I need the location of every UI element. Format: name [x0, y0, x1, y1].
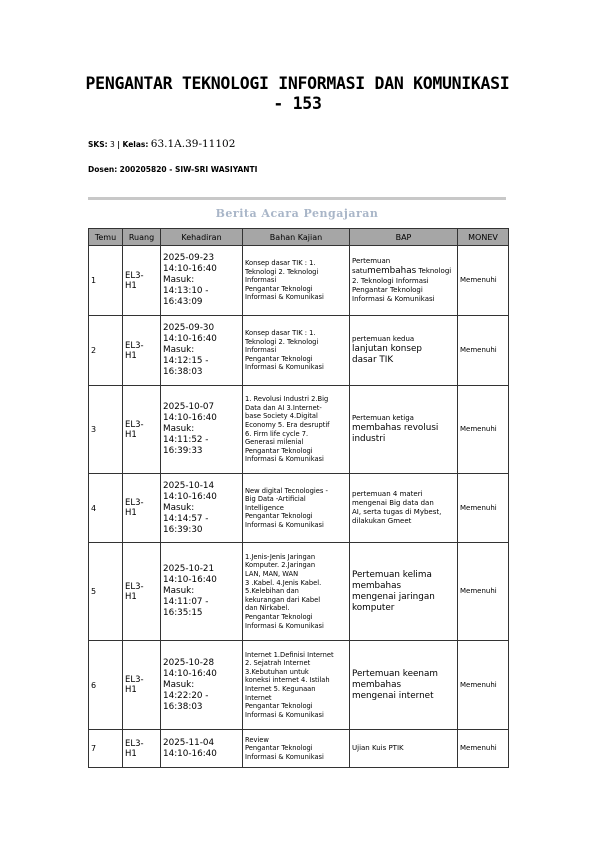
teaching-record-table	[88, 228, 509, 768]
bap-text-tail: Teknologi 2. Teknologi Informasi Pengantar Teknologi Informasi & Komunikasi	[352, 267, 452, 303]
kelas-label: | Kelas:	[117, 140, 149, 149]
material-text: Review Pengantar Teknologi Informasi & Komunikasi	[245, 735, 324, 761]
table-row	[89, 543, 509, 641]
material-text: Internet 1.Definisi Internet 2. Sejatrah Internet 3.Kebutuhan untuk koneksi internet 4. Istilah Internet 5. Kegunaan Internet Pengantar Teknologi Informasi & Komunikasi	[245, 650, 334, 719]
material-text: Konsep dasar TIK : 1. Teknologi 2. Teknologi Informasi Pengantar Teknologi Informasi & Komunikasi	[245, 259, 324, 302]
kelas-value: 63.1A.39-11102	[150, 138, 236, 150]
cell-kehadiran	[161, 474, 243, 543]
cell-monev: Memenuhi	[458, 641, 509, 730]
section-title: Berita Acara Pengajaran	[215, 207, 379, 220]
cell-monev: Memenuhi	[458, 730, 509, 768]
cell-temu: 2	[89, 316, 123, 386]
material-text: New digital Tecnologies - Big Data -Artificial Intelligence Pengantar Teknologi Informasi & Komunikasi	[245, 486, 328, 529]
cell-temu: 7	[89, 730, 123, 768]
table-row	[89, 474, 509, 543]
cell-ruang	[123, 386, 161, 474]
bap-text: pertemuan kedua	[352, 335, 415, 343]
col-header-bap: BAP	[350, 229, 458, 246]
table-row	[89, 386, 509, 474]
title-line-2: - 153	[273, 94, 322, 113]
col-header-bahan-kajian: Bahan Kajian	[243, 229, 350, 246]
cell-kehadiran	[161, 316, 243, 386]
col-header-temu: Temu	[89, 229, 123, 246]
material-text: Konsep dasar TIK : 1. Teknologi 2. Teknologi Informasi Pengantar Teknologi Informasi & Komunikasi	[245, 329, 324, 372]
bap-text-large: membahas	[367, 266, 417, 276]
cell-bap	[350, 246, 458, 316]
page-title	[70, 74, 525, 114]
cell-kehadiran	[161, 543, 243, 641]
cell-ruang	[123, 543, 161, 641]
cell-kehadiran	[161, 246, 243, 316]
cell-kehadiran	[161, 386, 243, 474]
cell-bahan-kajian	[243, 730, 350, 768]
cell-ruang	[123, 246, 161, 316]
cell-kehadiran	[161, 730, 243, 768]
cell-temu: 1	[89, 246, 123, 316]
cell-ruang	[123, 474, 161, 543]
col-header-ruang: Ruang	[123, 229, 161, 246]
attendance-text: 2025-09-23 14:10-16:40 Masuk: 14:13:10 - 16:43:09	[163, 253, 217, 307]
cell-monev: Memenuhi	[458, 246, 509, 316]
bap-text-large: Pertemuan kelima membahas mengenai jaringan komputer	[352, 569, 435, 613]
bap-text: pertemuan 4 materi mengenai Big data dan AI, serta tugas di Mybest, dilakukan Gmeet	[352, 490, 442, 525]
cell-bahan-kajian	[243, 316, 350, 386]
cell-bap	[350, 641, 458, 730]
cell-temu: 5	[89, 543, 123, 641]
col-header-monev: MONEV	[458, 229, 509, 246]
room-text: EL3- H1	[125, 498, 144, 518]
attendance-text: 2025-11-04 14:10-16:40	[163, 737, 217, 759]
title-line-1: PENGANTAR TEKNOLOGI INFORMASI DAN KOMUNIKASI	[85, 74, 510, 93]
table-row	[89, 246, 509, 316]
material-text: 1. Revolusi Industri 2.Big Data dan AI 3.Internet- base Society 4.Digital Economy 5. Era desruptif 6. Firm life cycle 7. Generasi milenial Pengantar Teknologi Informasi & Komunikasi	[245, 395, 330, 464]
cell-bap	[350, 316, 458, 386]
cell-temu: 6	[89, 641, 123, 730]
table-row	[89, 641, 509, 730]
course-meta	[88, 138, 235, 150]
cell-bap	[350, 386, 458, 474]
table-row	[89, 316, 509, 386]
cell-temu: 3	[89, 386, 123, 474]
dosen-value: 200205820 - SIW-SRI WASIYANTI	[119, 165, 258, 174]
room-text: EL3- H1	[125, 675, 144, 695]
sks-label: SKS:	[88, 140, 108, 149]
attendance-text: 2025-10-07 14:10-16:40 Masuk: 14:11:52 - 16:39:33	[163, 402, 217, 456]
cell-temu: 4	[89, 474, 123, 543]
dosen-label: Dosen:	[88, 165, 118, 174]
room-text: EL3- H1	[125, 340, 144, 361]
room-text: EL3- H1	[125, 270, 144, 291]
bap-text-large: membahas revolusi industri	[352, 423, 439, 444]
attendance-text: 2025-10-28 14:10-16:40 Masuk: 14:22:20 - 16:38:03	[163, 657, 217, 712]
cell-monev: Memenuhi	[458, 474, 509, 543]
cell-ruang	[123, 730, 161, 768]
section-divider	[88, 197, 506, 200]
room-text: EL3- H1	[125, 419, 144, 440]
cell-bahan-kajian	[243, 474, 350, 543]
bap-text: Ujian Kuis PTIK	[352, 744, 404, 752]
room-text: EL3- H1	[125, 581, 144, 602]
cell-bahan-kajian	[243, 386, 350, 474]
cell-bap	[350, 474, 458, 543]
table-header-row	[89, 229, 509, 246]
material-text: 1.Jenis-Jenis Jaringan Komputer. 2.Jaringan LAN, MAN, WAN 3 .Kabel. 4.Jenis Kabel. 5.Kelebihan dan kekurangan dari Kabel dan Nirkabel. Pengantar Teknologi Informasi & Komunikasi	[245, 552, 324, 630]
bap-text-large: lanjutan konsep dasar TIK	[352, 344, 422, 365]
table-row	[89, 730, 509, 768]
sks-value: 3	[110, 140, 115, 149]
attendance-text: 2025-09-30 14:10-16:40 Masuk: 14:12:15 - 16:38:03	[163, 323, 217, 377]
cell-bahan-kajian	[243, 246, 350, 316]
room-text: EL3- H1	[125, 738, 144, 759]
cell-ruang	[123, 316, 161, 386]
cell-bahan-kajian	[243, 641, 350, 730]
cell-kehadiran	[161, 641, 243, 730]
lecturer-meta	[88, 165, 257, 174]
col-header-kehadiran: Kehadiran	[161, 229, 243, 246]
bap-text: Pertemuan ketiga	[352, 414, 414, 422]
cell-monev: Memenuhi	[458, 316, 509, 386]
bap-text: Pertemuan satu	[352, 257, 391, 275]
cell-bap	[350, 730, 458, 768]
attendance-text: 2025-10-14 14:10-16:40 Masuk: 14:14:57 - 16:39:30	[163, 480, 217, 535]
cell-ruang	[123, 641, 161, 730]
cell-monev: Memenuhi	[458, 386, 509, 474]
attendance-text: 2025-10-21 14:10-16:40 Masuk: 14:11:07 - 16:35:15	[163, 564, 217, 618]
cell-monev: Memenuhi	[458, 543, 509, 641]
cell-bahan-kajian	[243, 543, 350, 641]
bap-text-large: Pertemuan keenam membahas mengenai internet	[352, 668, 438, 701]
cell-bap	[350, 543, 458, 641]
